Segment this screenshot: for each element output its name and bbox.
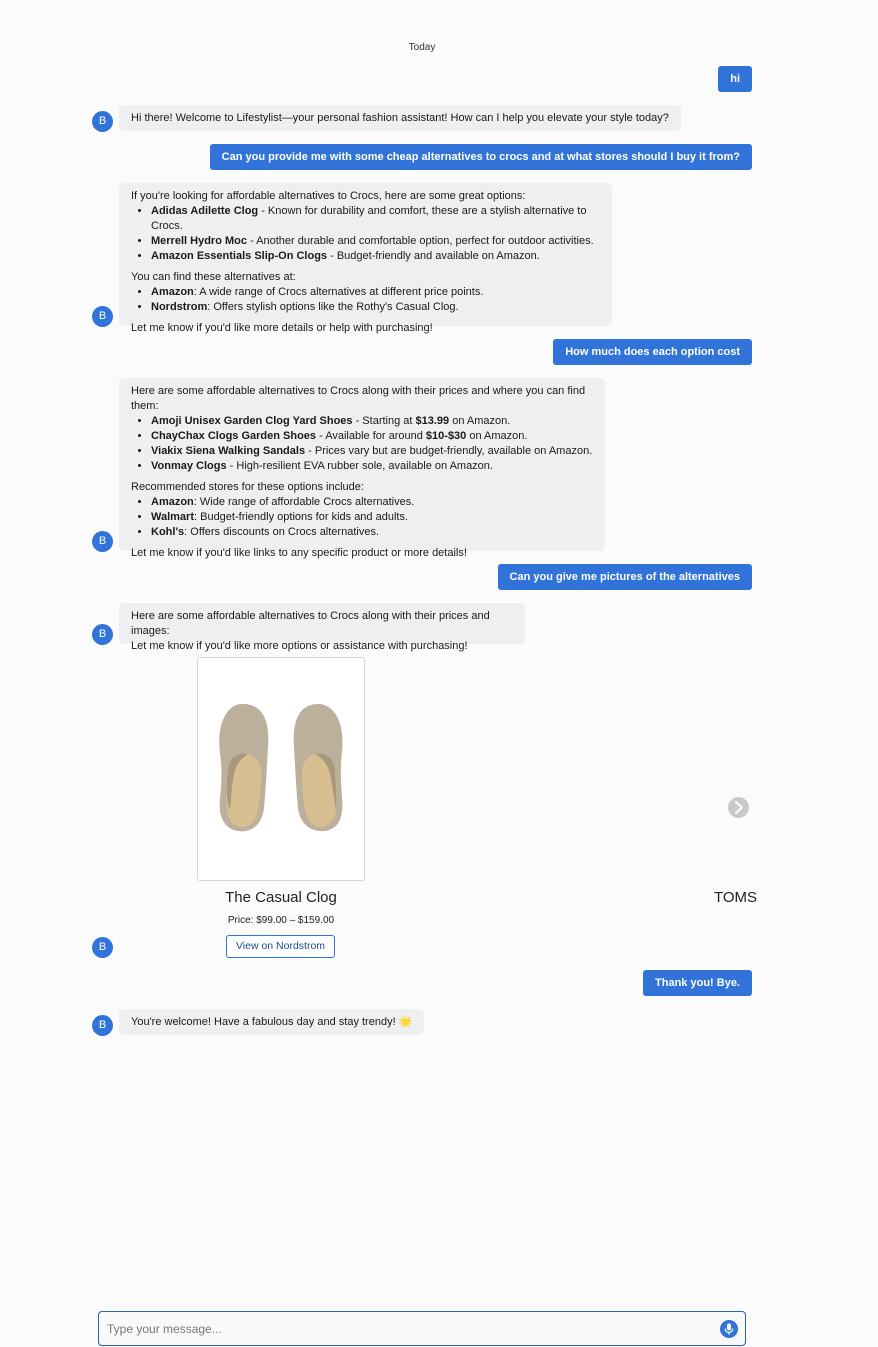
bot-message	[119, 1009, 424, 1035]
bot-message-intro: Here are some affordable alternatives to Crocs along with their prices and where you can find them:	[131, 385, 586, 412]
list-item: • Amoji Unisex Garden Clog Yard Shoes - Starting at $13.99 on Amazon.	[151, 414, 593, 429]
list-item: • ChayChax Clogs Garden Shoes - Available for around $10-$30 on Amazon.	[151, 429, 593, 444]
product-card[interactable]	[197, 657, 365, 881]
bot-avatar: B	[92, 531, 113, 552]
bot-message-line: Let me know if you'd like more options or assistance with purchasing!	[131, 640, 468, 652]
product-price: Price: $99.00 – $159.00	[227, 915, 335, 926]
bot-message	[119, 105, 681, 131]
bot-message	[119, 183, 612, 334]
options-list	[151, 204, 600, 264]
list-item: • Merrell Hydro Moc - Another durable and comfortable option, perfect for outdoor activities.	[151, 234, 600, 249]
bot-message	[119, 378, 605, 559]
bot-message-text: Hi there! Welcome to Lifestylist—your personal fashion assistant! How can I help you elevate your style today?	[131, 112, 669, 124]
list-item: • Adidas Adilette Clog - Known for durability and comfort, these are a stylish alternative to Crocs.	[151, 204, 600, 234]
list-item: • Kohl's: Offers discounts on Crocs alternatives.	[151, 525, 593, 540]
bot-avatar: B	[92, 1015, 113, 1036]
list-item: • Nordstrom: Offers stylish options like the Rothy's Casual Clog.	[151, 300, 600, 315]
product-name: The Casual Clog	[225, 889, 337, 906]
bot-avatar: B	[92, 306, 113, 327]
bot-avatar: B	[92, 111, 113, 132]
list-item: • Amazon: A wide range of Crocs alternatives at different price points.	[151, 285, 600, 300]
product-image-clog	[198, 658, 366, 882]
list-item: • Vonmay Clogs - High-resilient EVA rubber sole, available on Amazon.	[151, 459, 593, 474]
stores-intro: Recommended stores for these options include:	[131, 481, 364, 493]
user-message: How much does each option cost	[553, 339, 752, 365]
chevron-right-icon[interactable]	[728, 797, 749, 818]
stores-list	[151, 495, 593, 540]
bot-message-intro: If you're looking for affordable alternatives to Crocs, here are some great options:	[131, 190, 526, 202]
bot-message-outro: Let me know if you'd like more details or help with purchasing!	[131, 322, 433, 334]
user-message: Thank you! Bye.	[643, 970, 752, 996]
bot-message-line: Here are some affordable alternatives to Crocs along with their prices and images:	[131, 610, 490, 637]
bot-message	[119, 603, 525, 652]
list-item: • Amazon Essentials Slip-On Clogs - Budget-friendly and available on Amazon.	[151, 249, 600, 264]
bot-avatar: B	[92, 624, 113, 645]
list-item: • Walmart: Budget-friendly options for kids and adults.	[151, 510, 593, 525]
stores-intro: You can find these alternatives at:	[131, 271, 296, 283]
day-separator: Today	[408, 42, 436, 53]
message-input[interactable]	[107, 1312, 707, 1345]
list-item: • Viakix Siena Walking Sandals - Prices vary but are budget-friendly, available on Amazon.	[151, 444, 593, 459]
view-product-button[interactable]: View on Nordstrom	[226, 935, 335, 958]
stores-list	[151, 285, 600, 315]
user-message: Can you give me pictures of the alternatives	[498, 564, 752, 590]
bot-avatar: B	[92, 937, 113, 958]
next-product-name: TOMS	[714, 889, 758, 906]
options-list	[151, 414, 593, 474]
bot-message-outro: Let me know if you'd like links to any specific product or more details!	[131, 547, 467, 559]
user-message: Can you provide me with some cheap alternatives to crocs and at what stores should I buy it from?	[210, 144, 752, 170]
microphone-icon[interactable]	[720, 1320, 738, 1338]
list-item: • Amazon: Wide range of affordable Crocs alternatives.	[151, 495, 593, 510]
bot-message-text: You're welcome! Have a fabulous day and stay trendy! 🌟	[131, 1016, 413, 1028]
user-message: hi	[718, 66, 752, 92]
message-input-bar	[98, 1311, 746, 1346]
